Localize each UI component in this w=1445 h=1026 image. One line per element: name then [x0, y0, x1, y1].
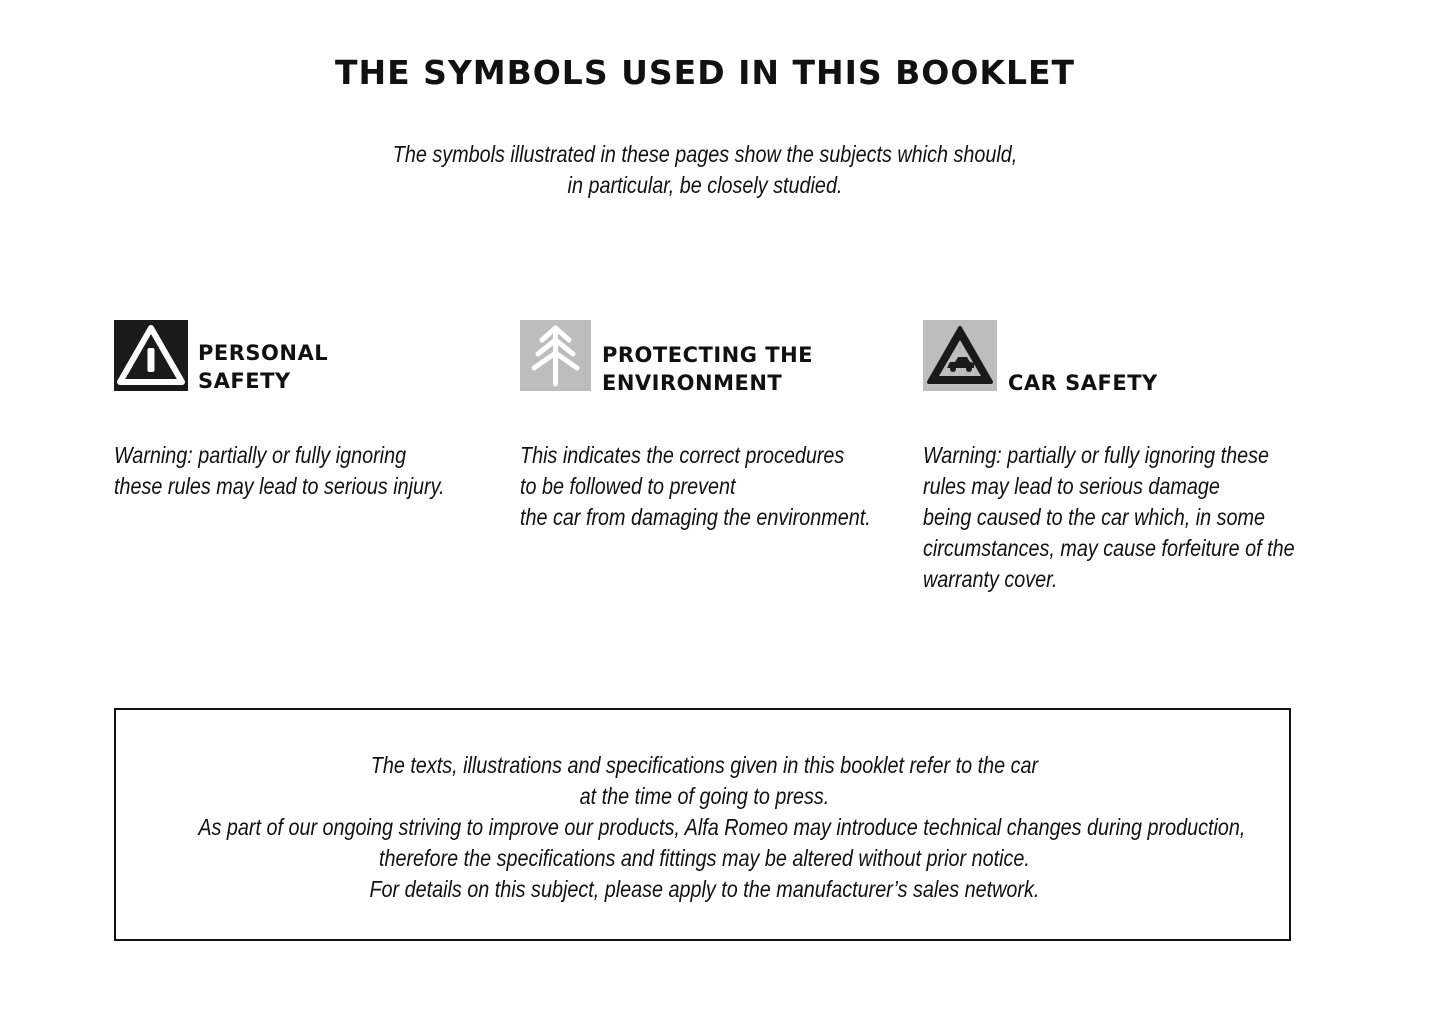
symbol-title-line: PROTECTING THE [602, 343, 814, 367]
symbol-environment [520, 320, 940, 530]
description-line: circumstances, may cause forfeiture of the [923, 535, 1295, 561]
notice-line: at the time of going to press. [579, 783, 830, 809]
symbol-header [114, 320, 534, 410]
description-line: to be followed to prevent [520, 473, 736, 499]
intro-line: in particular, be closely studied. [567, 172, 843, 198]
symbol-title [602, 341, 813, 397]
description-line: being caused to the car which, in some [923, 504, 1265, 530]
symbol-title [198, 339, 328, 395]
notice-text [198, 750, 1246, 905]
notice-box [114, 708, 1291, 941]
symbol-header [923, 320, 1343, 410]
symbol-title [1008, 369, 1158, 397]
symbol-description [114, 440, 527, 502]
tree-icon [520, 320, 591, 391]
intro-line: The symbols illustrated in these pages show the subjects which should, [392, 141, 1018, 167]
description-line: This indicates the correct procedures [520, 442, 845, 468]
symbol-title-line: SAFETY [198, 369, 291, 393]
notice-line: therefore the specifications and fittings may be altered without prior notice. [378, 845, 1030, 871]
car-warning-icon [923, 320, 997, 391]
description-line: Warning: partially or fully ignoring [114, 442, 407, 468]
description-line: the car from damaging the environment. [520, 504, 871, 530]
page-title: THE SYMBOLS USED IN THIS BOOKLET [334, 53, 1076, 92]
description-line: these rules may lead to serious injury. [114, 473, 445, 499]
notice-line: For details on this subject, please apply to the manufacturer’s sales network. [369, 876, 1040, 902]
description-line: Warning: partially or fully ignoring these [923, 442, 1269, 468]
symbol-title-line: CAR SAFETY [1008, 371, 1158, 395]
symbol-description [520, 440, 933, 533]
notice-line: As part of our ongoing striving to improve our products, Alfa Romeo may introduce technical changes during production, [198, 814, 1246, 840]
symbol-description [923, 440, 1336, 595]
symbol-title-line: PERSONAL [198, 341, 329, 365]
intro-text [99, 139, 1312, 201]
symbol-header [520, 320, 940, 410]
warning-triangle-icon [114, 320, 188, 391]
description-line: rules may lead to serious damage [923, 473, 1220, 499]
description-line: warranty cover. [923, 566, 1058, 592]
symbol-personal-safety [114, 320, 534, 499]
notice-line: The texts, illustrations and specifications given in this booklet refer to the car [370, 752, 1039, 778]
symbol-title-line: ENVIRONMENT [602, 371, 783, 395]
symbol-car-safety [923, 320, 1343, 592]
